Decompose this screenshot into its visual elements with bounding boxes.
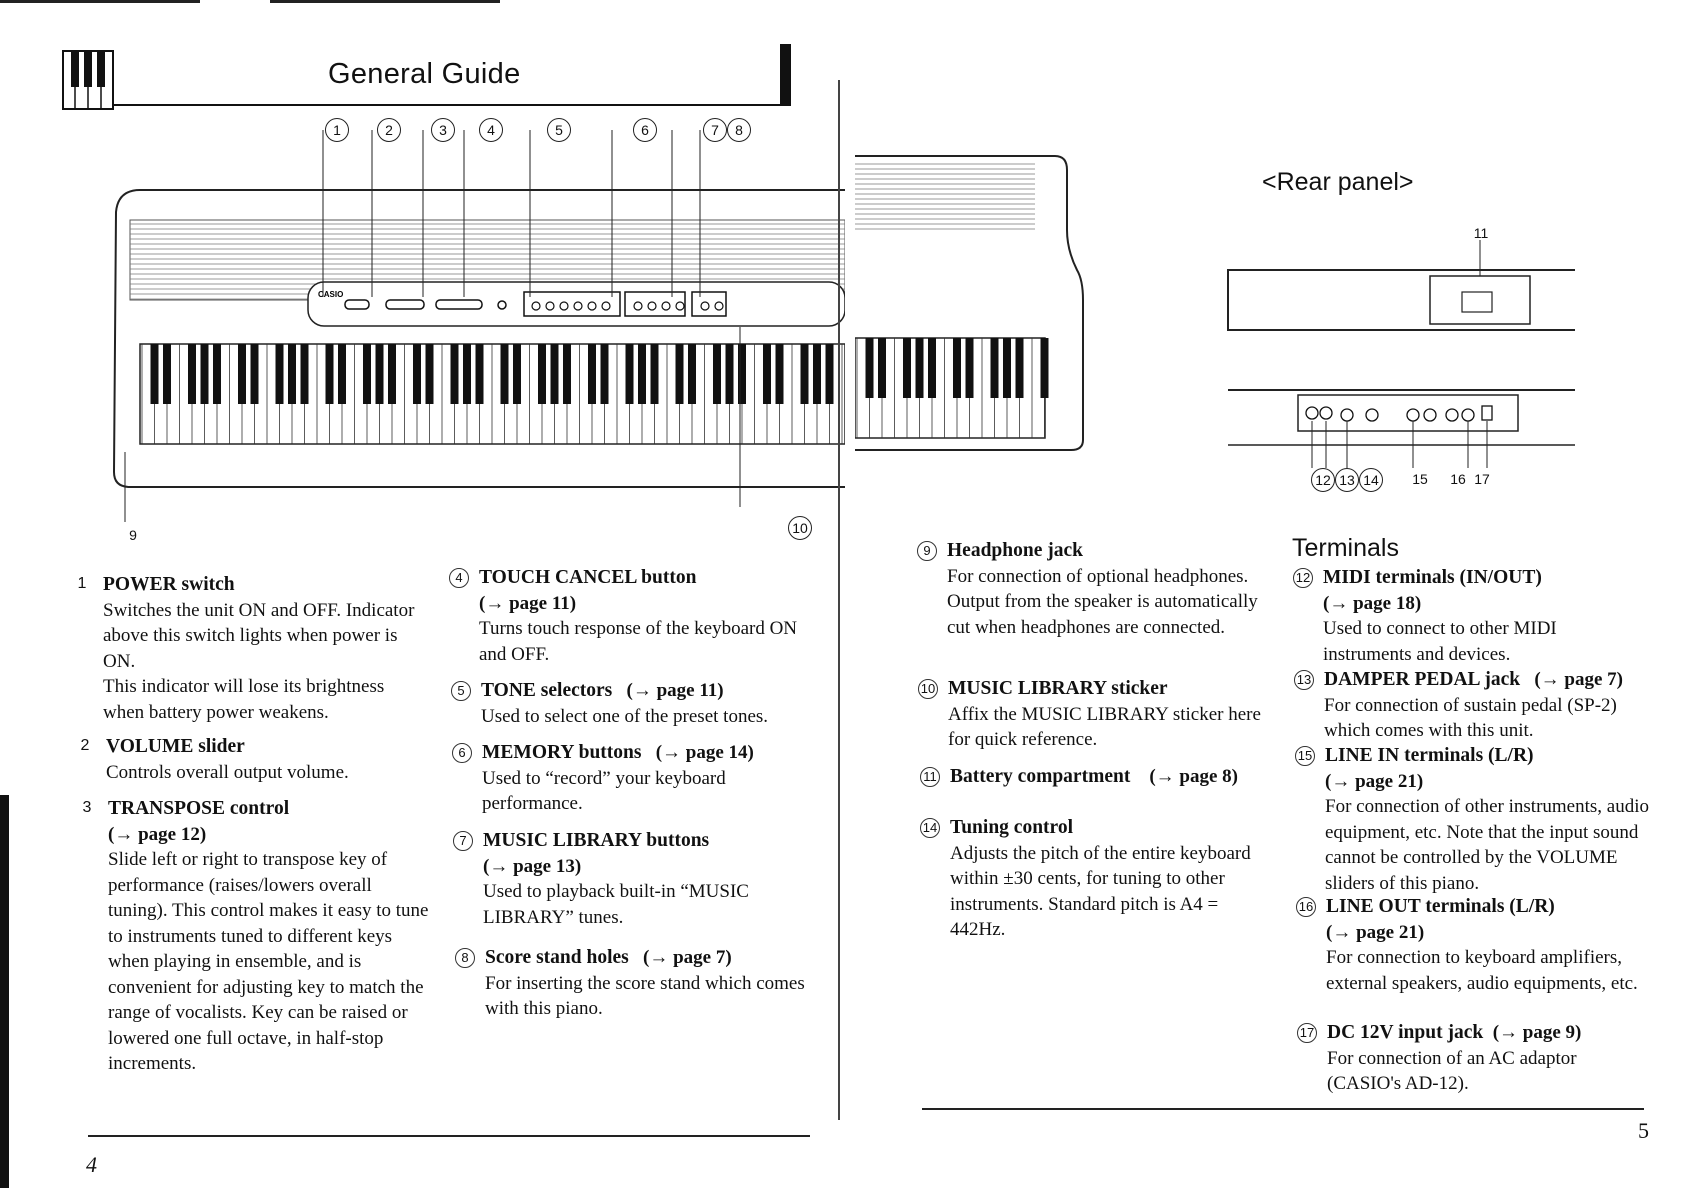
- keyboard-illustration: [100, 112, 845, 532]
- item-desc: Used to connect to other MIDI instruments and devices.: [1323, 618, 1557, 665]
- item-title: DAMPER PEDAL jack: [1324, 669, 1521, 690]
- item-transpose-control: 3 TRANSPOSE control (→ page 12) Slide left or right to transpose key of performance (raises/lowers overall tuning). This control makes it easy to tune to instruments tuned to different keys when playing in ensemble, and is convenient for adjusting key to match the range of vocalists. Key can be raised or lowered one full octave, in half-stop increments.: [108, 796, 430, 1077]
- item-ref: (→ page 21): [1325, 770, 1424, 792]
- item-damper-pedal-jack: 13 DAMPER PEDAL jack (→ page 7) For connection of sustain pedal (SP-2) which comes with this unit.: [1324, 667, 1654, 744]
- callout-10: 10: [788, 516, 812, 540]
- brand-logo: CASIO: [318, 290, 344, 299]
- item-ref: (→ page 18): [1323, 592, 1422, 614]
- item-music-library-buttons: 7 MUSIC LIBRARY buttons (→ page 13) Used to playback built-in “MUSIC LIBRARY” tunes.: [483, 828, 813, 930]
- item-ref: (→ page 7): [643, 947, 732, 968]
- item-line-in-terminals: 15 LINE IN terminals (L/R) (→ page 21) For connection of other instruments, audio equipment, etc. Note that the input sound cannot be controlled by the VOLUME sliders of this piano.: [1325, 743, 1653, 896]
- item-title: Tuning control: [950, 817, 1074, 838]
- item-title: TONE selectors: [481, 680, 613, 701]
- piano-keys-icon: [62, 50, 114, 110]
- item-title: LINE IN terminals (L/R): [1325, 745, 1534, 766]
- item-memory-buttons: 6 MEMORY buttons (→ page 14) Used to “record” your keyboard performance.: [482, 740, 812, 817]
- item-title: Score stand holes: [485, 947, 629, 968]
- item-title: VOLUME slider: [106, 736, 245, 757]
- item-ref: (→ page 7): [1534, 669, 1623, 690]
- title-underline: [114, 104, 790, 106]
- item-desc: Used to “record” your keyboard performance.: [482, 767, 726, 814]
- item-title: Headphone jack: [947, 540, 1083, 561]
- item-title: LINE OUT terminals (L/R): [1326, 896, 1555, 917]
- callout-5: 5: [547, 118, 571, 142]
- item-title: TOUCH CANCEL button: [479, 567, 697, 588]
- item-ref: (→ page 9): [1492, 1022, 1582, 1043]
- callout-6: 6: [633, 118, 657, 142]
- callout-17: 17: [1471, 468, 1493, 490]
- title-end-bar: [780, 44, 791, 106]
- item-ref: (→ page 21): [1326, 921, 1425, 943]
- item-score-stand-holes: 8 Score stand holes (→ page 7) For inserting the score stand which comes with this piano.: [485, 945, 815, 1022]
- item-desc: Adjusts the pitch of the entire keyboard within ±30 cents, for tuning to other instruments. Standard pitch is A4 = 442Hz.: [950, 842, 1251, 940]
- item-tuning-control: 14 Tuning control Adjusts the pitch of the entire keyboard within ±30 cents, for tuning to other instruments. Standard pitch is A4 = 442Hz.: [950, 815, 1272, 943]
- item-desc-2: This indicator will lose its brightness when battery power weakens.: [103, 676, 385, 723]
- callout-11: 11: [1470, 222, 1492, 244]
- page-number-right: 5: [1638, 1118, 1649, 1143]
- callout-4: 4: [479, 118, 503, 142]
- item-title: MUSIC LIBRARY sticker: [948, 678, 1168, 699]
- item-title: MEMORY buttons: [482, 742, 642, 763]
- page-title: General Guide: [328, 58, 521, 90]
- page-number-left: 4: [86, 1152, 97, 1177]
- item-dc-input-jack: 17 DC 12V input jack (→ page 9) For connection of an AC adaptor (CASIO's AD-12).: [1327, 1020, 1655, 1097]
- footer-rule-right: [922, 1108, 1644, 1110]
- item-desc: For connection of an AC adaptor (CASIO's AD-12).: [1327, 1047, 1577, 1094]
- item-desc: For connection to keyboard amplifiers, external speakers, audio equipments, etc.: [1326, 947, 1638, 994]
- rear-panel-illustration: [1220, 240, 1585, 480]
- item-desc: For inserting the score stand which comes with this piano.: [485, 972, 805, 1019]
- keyboard-right-end: [855, 150, 1085, 460]
- scan-mark-left: [0, 0, 200, 3]
- item-desc: Switches the unit ON and OFF. Indicator above this switch lights when power is ON.: [103, 599, 415, 672]
- item-midi-terminals: 12 MIDI terminals (IN/OUT) (→ page 18) Used to connect to other MIDI instruments and devices.: [1323, 565, 1649, 667]
- fold-line: [838, 80, 840, 1120]
- item-ref: (→ page 11): [479, 592, 577, 614]
- item-title: POWER switch: [103, 574, 235, 595]
- item-power-switch: 1 POWER switch Switches the unit ON and OFF. Indicator above this switch lights when power is ON. This indicator will lose its brightness when battery power weakens.: [103, 572, 423, 725]
- item-title: MIDI terminals (IN/OUT): [1323, 567, 1542, 588]
- item-battery-compartment: 11 Battery compartment (→ page 8): [950, 764, 1280, 790]
- terminals-heading: Terminals: [1292, 534, 1399, 562]
- callout-7: 7: [703, 118, 727, 142]
- callout-16: 16: [1447, 468, 1469, 490]
- item-line-out-terminals: 16 LINE OUT terminals (L/R) (→ page 21) For connection to keyboard amplifiers, external speakers, audio equipments, etc.: [1326, 894, 1654, 996]
- item-tone-selectors: 5 TONE selectors (→ page 11) Used to select one of the preset tones.: [481, 678, 811, 729]
- callout-12: 12: [1311, 468, 1335, 492]
- item-desc: Used to select one of the preset tones.: [481, 705, 769, 727]
- battery-compartment-shape: [1430, 276, 1530, 324]
- item-desc: Used to playback built-in “MUSIC LIBRARY” tunes.: [483, 881, 749, 928]
- rear-panel-label: <Rear panel>: [1262, 168, 1414, 196]
- item-ref: (→ page 14): [655, 742, 754, 763]
- binding-edge: [0, 795, 9, 1188]
- item-desc: For connection of optional headphones. Output from the speaker is automatically cut when headphones are connected.: [947, 565, 1258, 638]
- callout-15: 15: [1409, 468, 1431, 490]
- item-title: Battery compartment: [950, 766, 1131, 787]
- item-touch-cancel: 4 TOUCH CANCEL button (→ page 11) Turns touch response of the keyboard ON and OFF.: [479, 565, 809, 667]
- item-title: DC 12V input jack: [1327, 1022, 1484, 1043]
- item-desc: For connection of other instruments, audio equipment, etc. Note that the input sound cannot be controlled by the VOLUME sliders of this piano.: [1325, 796, 1649, 894]
- item-headphone-jack: 9 Headphone jack For connection of optional headphones. Output from the speaker is automatically cut when headphones are connected.: [947, 538, 1269, 640]
- item-desc: Controls overall output volume.: [106, 761, 349, 783]
- callout-9: 9: [122, 524, 144, 546]
- item-ref: (→ page 13): [483, 855, 582, 877]
- item-music-library-sticker: 10 MUSIC LIBRARY sticker Affix the MUSIC LIBRARY sticker here for quick reference.: [948, 676, 1270, 753]
- item-desc: Turns touch response of the keyboard ON and OFF.: [479, 618, 798, 665]
- item-desc: Affix the MUSIC LIBRARY sticker here for quick reference.: [948, 703, 1261, 750]
- item-title: TRANSPOSE control: [108, 798, 290, 819]
- callout-2: 2: [377, 118, 401, 142]
- callout-8: 8: [727, 118, 751, 142]
- item-ref: (→ page 8): [1149, 766, 1238, 787]
- footer-rule-left: [88, 1135, 810, 1137]
- item-ref: (→ page 11): [626, 680, 724, 701]
- callout-13: 13: [1335, 468, 1359, 492]
- item-desc: Slide left or right to transpose key of performance (raises/lowers overall tuning). This control makes it easy to tune to instruments tuned to different keys when playing in ensemble, and is convenient for adjusting key to match the range of vocalists. Key can be raised or lowered one full octave, in half-stop increments.: [108, 849, 429, 1074]
- item-volume-slider: 2 VOLUME slider Controls overall output volume.: [106, 734, 426, 785]
- callout-1: 1: [325, 118, 349, 142]
- callout-14: 14: [1359, 468, 1383, 492]
- item-desc: For connection of sustain pedal (SP-2) which comes with this unit.: [1324, 694, 1617, 741]
- scan-mark-mid: [270, 0, 500, 3]
- item-ref: (→ page 12): [108, 823, 207, 845]
- callout-3: 3: [431, 118, 455, 142]
- item-title: MUSIC LIBRARY buttons: [483, 830, 710, 851]
